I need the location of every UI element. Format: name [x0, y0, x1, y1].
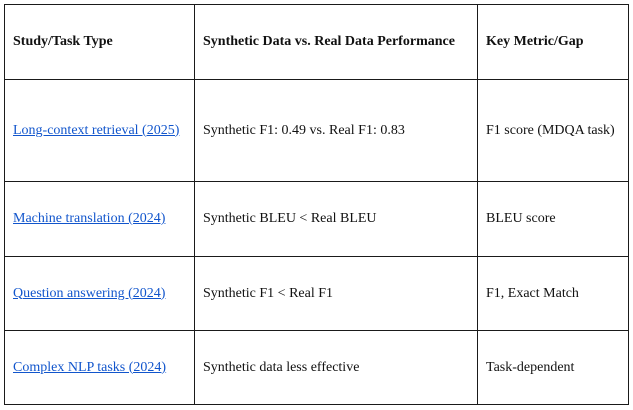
study-cell [5, 182, 195, 257]
study-cell [5, 331, 195, 405]
metric-cell: F1 score (MDQA task) [478, 80, 629, 182]
table-row [5, 331, 629, 405]
study-link-complex-nlp-tasks[interactable]: Complex NLP tasks (2024) [13, 359, 167, 375]
table-row [5, 182, 629, 257]
table-body [5, 80, 629, 405]
study-link-question-answering[interactable]: Question answering (2024) [13, 285, 166, 301]
header-performance: Synthetic Data vs. Real Data Performance [195, 5, 478, 80]
header-study-task-type: Study/Task Type [5, 5, 195, 80]
header-row [5, 5, 629, 80]
study-cell [5, 80, 195, 182]
performance-cell: Synthetic F1: 0.49 vs. Real F1: 0.83 [195, 80, 478, 182]
study-link-long-context-retrieval[interactable]: Long-context retrieval (2025) [13, 122, 180, 138]
metric-cell: Task-dependent [478, 331, 629, 405]
table-header [5, 5, 629, 80]
performance-cell: Synthetic data less effective [195, 331, 478, 405]
comparison-table [4, 4, 629, 405]
table-row [5, 257, 629, 331]
metric-cell: BLEU score [478, 182, 629, 257]
performance-cell: Synthetic BLEU < Real BLEU [195, 182, 478, 257]
study-link-machine-translation[interactable]: Machine translation (2024) [13, 211, 166, 226]
table-row [5, 80, 629, 182]
performance-cell: Synthetic F1 < Real F1 [195, 257, 478, 331]
metric-cell: F1, Exact Match [478, 257, 629, 331]
study-cell [5, 257, 195, 331]
header-key-metric: Key Metric/Gap [478, 5, 629, 80]
